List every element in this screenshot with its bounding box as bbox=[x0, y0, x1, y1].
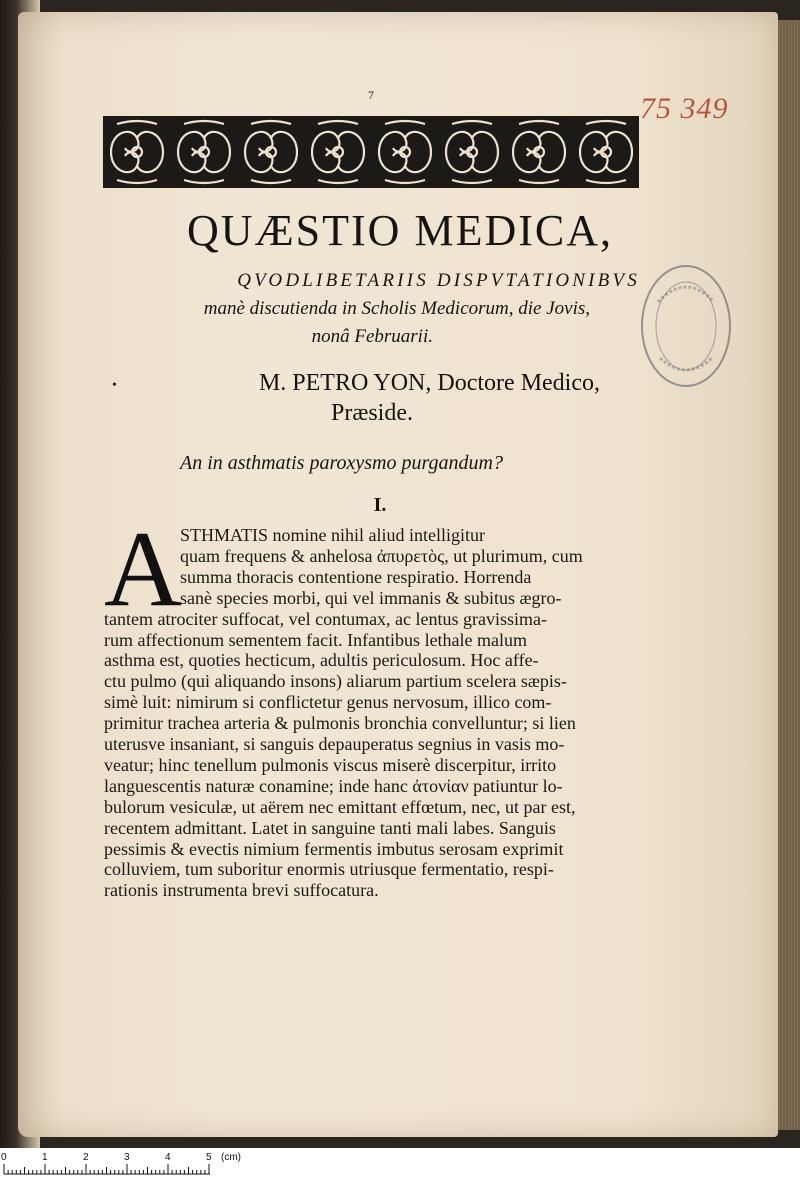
body-line: rationis instrumenta brevi suffocatura. bbox=[104, 880, 379, 901]
body-line: simè luit: nimirum si conflictetur genus nervosum, illico com- bbox=[104, 692, 552, 713]
body-line: uterusve insaniant, si sanguis depauperatus segnius in vasis mo- bbox=[104, 734, 565, 754]
body-line: languescentis naturæ conamine; inde hanc ἀτονίαν patiuntur lo- bbox=[104, 775, 563, 796]
question-heading: An in asthmatis paroxysmo purgandum? bbox=[180, 452, 503, 474]
subtitle-line-2: manè discutienda in Scholis Medicorum, die Jovis, bbox=[203, 298, 590, 319]
ruler-label: 1 bbox=[42, 1152, 48, 1163]
page-title: QUÆSTIO MEDICA, bbox=[187, 206, 613, 255]
ruler-label: 4 bbox=[165, 1152, 171, 1163]
body-line: asthma est, quoties hecticum, adultis periculosum. Hoc affe- bbox=[104, 650, 539, 671]
body-line: sanè species morbi, qui vel immanis & subitus ægro- bbox=[180, 587, 562, 608]
body-line: recentem admittant. Latet in sanguine tanti mali labes. Sanguis bbox=[104, 817, 556, 838]
drop-capital: A bbox=[104, 510, 182, 629]
subtitle-line-3: nonâ Februarii. bbox=[311, 326, 433, 347]
subtitle: QVODLIBETARIIS DISPVTATIONIBVS bbox=[237, 270, 640, 291]
manuscript-number: 75 349 bbox=[640, 92, 729, 125]
ruler-unit: (cm) bbox=[221, 1152, 241, 1163]
body-line: quam frequens & anhelosa ἀπυρετὸς, ut plurimum, cum bbox=[180, 545, 583, 566]
ruler-label: 5 bbox=[206, 1152, 212, 1163]
body-line: bulorum vesiculæ, ut aërem nec emittant effœtum, nec, ut par est, bbox=[104, 796, 576, 817]
praeses-role: Præside. bbox=[330, 400, 413, 426]
section-number: I. bbox=[373, 494, 387, 516]
body-line: rum affectionum sementem facit. Infantibus lethale malum bbox=[104, 629, 528, 650]
body-line: veatur; hinc tenellum pulmonis viscus miserè discerpitur, irrito bbox=[104, 754, 557, 775]
praeses-name: M. PETRO YON, Doctore Medico, bbox=[258, 370, 600, 396]
ruler-label: 0 bbox=[1, 1152, 7, 1163]
body-line: summa thoracis contentione respiratio. Horrenda bbox=[180, 566, 532, 587]
body-line: tantem atrociter suffocat, vel contumax, ac lentus gravissima- bbox=[104, 608, 548, 629]
body-line: colluviem, tum suboritur enormis utriusque fermentatio, respi- bbox=[104, 859, 554, 880]
page-number: 7 bbox=[368, 88, 374, 102]
ruler-label: 3 bbox=[124, 1152, 130, 1163]
ruler-graphic bbox=[0, 1148, 800, 1183]
body-line: ctu pulmo (qui aliquando insons) aliarum partium scelera sæpis- bbox=[104, 671, 567, 692]
body-line: STHMATIS nomine nihil aliud intelligitur bbox=[180, 525, 485, 545]
ornament-headpiece bbox=[103, 116, 639, 188]
scale-ruler bbox=[0, 1148, 800, 1183]
body-line: primitur trachea arteria & pulmonis bronchia convelluntur; si lien bbox=[104, 713, 576, 734]
ruler-label: 2 bbox=[83, 1152, 89, 1163]
library-stamp bbox=[638, 262, 734, 390]
bullet-mark: • bbox=[112, 378, 117, 393]
body-line: pessimis & evectis nimium fermentis imbutus serosam exprimit bbox=[104, 838, 564, 859]
